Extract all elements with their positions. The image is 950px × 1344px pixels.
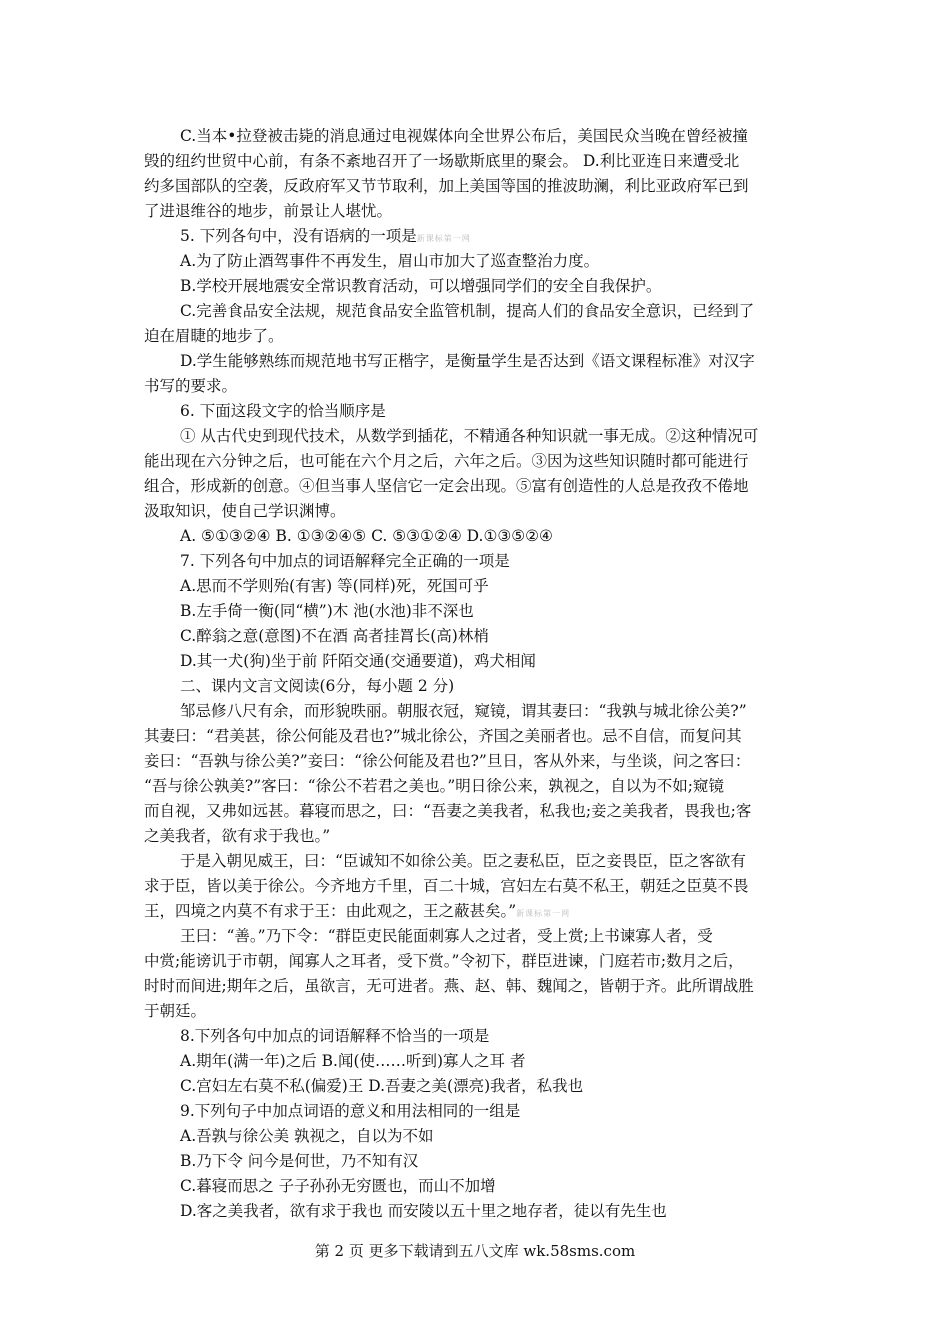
watermark-text: 新课标第一网 (416, 234, 471, 243)
text-line: 约多国部队的空袭，反政府军又节节取利，加上美国等国的推波助澜，利比亚政府军已到 (144, 177, 749, 195)
text-line: A.吾孰与徐公美 孰视之，自以为不如 (180, 1127, 434, 1145)
text-line: 毁的纽约世贸中心前，有条不紊地召开了一场歇斯底里的聚会。 D.利比亚连日来遭受北 (144, 152, 740, 170)
text-line: 其妻曰：“君美甚，徐公何能及君也?”城北徐公，齐国之美丽者也。忌不自信，而复问其 (144, 727, 742, 745)
question-6-stem: 6. 下面这段文字的恰当顺序是 (180, 402, 386, 420)
text-line: B.乃下令 问今是何世，乃不知有汉 (180, 1152, 419, 1170)
text-line: D.其一犬(狗)坐于前 阡陌交通(交通要道)，鸡犬相闻 (180, 652, 536, 670)
question-5-line (144, 224, 812, 249)
text-line: 迫在眉睫的地步了。 (144, 327, 284, 345)
text-line: C.暮寝而思之 子子孙孙无穷匮也，而山不加增 (180, 1177, 496, 1195)
text-line: 王曰：“善。”乃下令：“群臣吏民能面刺寡人之过者，受上赏;上书谏寡人者，受 (180, 927, 713, 945)
text-line: 而自视，又弗如远甚。暮寝而思之，曰：“吾妻之美我者，私我也;妾之美我者，畏我也;客 (144, 802, 752, 820)
text-line: C.宫妇左右莫不私(偏爱)王 D.吾妻之美(漂亮)我者，私我也 (180, 1077, 584, 1095)
text-line: 于是入朝见威王，曰：“臣诚知不如徐公美。臣之妻私臣，臣之妾畏臣，臣之客欲有 (180, 852, 746, 870)
text-line: D.客之美我者，欲有求于我也 而安陵以五十里之地存者，徒以有先生也 (180, 1202, 667, 1220)
question-7-stem: 7. 下列各句中加点的词语解释完全正确的一项是 (180, 552, 510, 570)
text-line: 王，四境之内莫不有求于王：由此观之，王之蔽甚矣。” (144, 902, 517, 920)
text-line: C.醉翁之意(意图)不在酒 高者挂罥长(高)林梢 (180, 627, 489, 645)
question-6-options: A. ⑤①③②④ B. ①③②④⑤ C. ⑤③①②④ D.①③⑤②④ (180, 527, 553, 545)
text-line: ① 从古代史到现代技术，从数学到插花，不精通各种知识就一事无成。②这种情况可 (180, 427, 759, 445)
text-line: D.学生能够熟练而规范地书写正楷字，是衡量学生是否达到《语文课程标准》对汉字 (180, 352, 755, 370)
watermark-text: 新课标第一网 (516, 909, 571, 918)
text-line: C.完善食品安全法规，规范食品安全监管机制，提高人们的食品安全意识，已经到了 (180, 302, 755, 320)
text-line: A.思而不学则殆(有害) 等(同样)死，死国可乎 (180, 577, 489, 595)
text-line: 时时而间进;期年之后，虽欲言，无可进者。燕、赵、韩、魏闻之，皆朝于齐。此所谓战胜 (144, 977, 754, 995)
text-line: 求于臣，皆以美于徐公。今齐地方千里，百二十城，宫妇左右莫不私王，朝廷之臣莫不畏 (144, 877, 749, 895)
page-footer: 第 2 页 更多下载请到五八文库 wk.58sms.com (314, 1242, 636, 1260)
text-line: 汲取知识，使自己学识渊博。 (144, 502, 346, 520)
text-line: B.学校开展地震安全常识教育活动，可以增强同学们的安全自我保护。 (180, 277, 662, 295)
text-line-with-watermark (144, 899, 812, 924)
text-line: B.左手倚一衡(同“横”)木 池(水池)非不深也 (180, 602, 474, 620)
section-heading: 二、课内文言文阅读(6分，每小题 2 分) (180, 677, 455, 695)
text-line: 于朝廷。 (144, 1002, 207, 1020)
text-line: 组合，形成新的创意。④但当事人坚信它一定会出现。⑤富有创造性的人总是孜孜不倦地 (144, 477, 749, 495)
question-8-stem: 8.下列各句中加点的词语解释不恰当的一项是 (180, 1027, 490, 1045)
document-body (144, 124, 812, 1224)
text-line: 中赏;能谤讥于市朝，闻寡人之耳者，受下赏。”令初下，群臣进谏，门庭若市;数月之后， (144, 952, 744, 970)
question-9-stem: 9.下列句子中加点词语的意义和用法相同的一组是 (180, 1102, 521, 1120)
text-line: 邹忌修八尺有余，而形貌昳丽。朝服衣冠，窥镜，谓其妻曰：“我孰与城北徐公美?” (180, 702, 747, 720)
question-5-stem: 5. 下列各句中，没有语病的一项是 (180, 227, 417, 245)
text-line: A.为了防止酒驾事件不再发生，眉山市加大了巡查整治力度。 (180, 252, 600, 270)
text-line: 妾曰：“吾孰与徐公美?”妾曰：“徐公何能及君也?”旦日，客从外来，与坐谈，问之客曰： (144, 752, 751, 770)
text-line: 能出现在六分钟之后，也可能在六个月之后，六年之后。③因为这些知识随时都可能进行 (144, 452, 749, 470)
text-line: “吾与徐公孰美?”客曰：“徐公不若君之美也。”明日徐公来，孰视之，自以为不如;窥镜 (144, 777, 724, 795)
text-line: 之美我者，欲有求于我也。” (144, 827, 331, 845)
text-line: A.期年(满一年)之后 B.闻(使……听到)寡人之耳 者 (180, 1052, 526, 1070)
text-line: 了进退维谷的地步，前景让人堪忧。 (144, 202, 393, 220)
text-line: 书写的要求。 (144, 377, 238, 395)
text-line: C.当本•拉登被击毙的消息通过电视媒体向全世界公布后，美国民众当晚在曾经被撞 (180, 127, 748, 145)
